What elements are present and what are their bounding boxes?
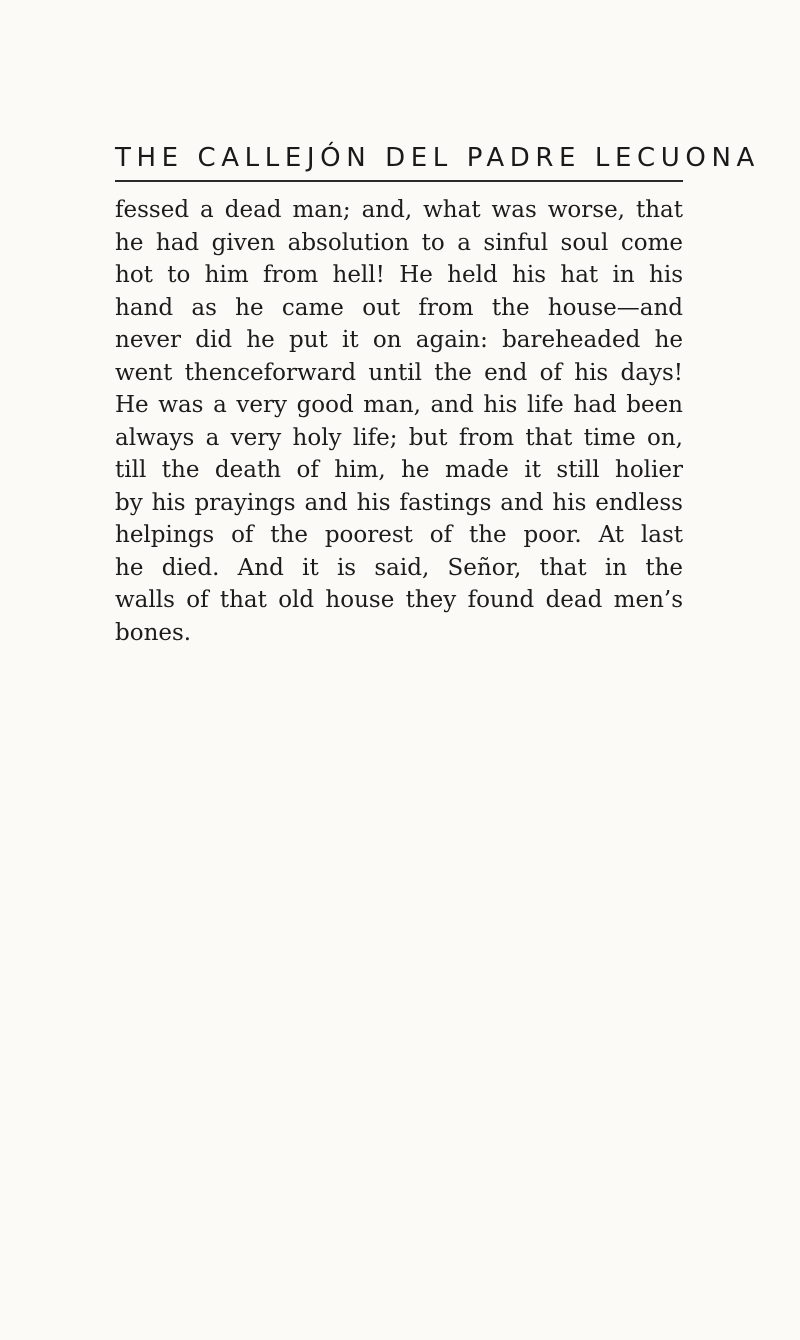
text-line: fessed a dead man; and, what was worse, that — [115, 197, 683, 223]
text-line: He was a very good man, and his life had been — [115, 392, 683, 418]
text-line: till the death of him, he made it still holier — [115, 457, 683, 483]
text-line: went thenceforward until the end of his days! — [115, 359, 683, 386]
body-text — [115, 194, 683, 649]
text-line: never did he put it on again: bareheaded he — [115, 327, 683, 353]
text-line: helpings of the poorest of the poor. At last — [115, 522, 683, 548]
text-line: bones. — [115, 619, 192, 646]
text-line: hand as he came out from the house—and — [115, 294, 683, 321]
header-rule — [115, 180, 683, 182]
running-head: THE CALLEJÓN DEL PADRE LECUONA — [115, 143, 760, 173]
text-line: he had given absolution to a sinful soul come — [115, 229, 683, 256]
text-line: he died. And it is said, Señor, that in the — [115, 554, 683, 581]
page-content — [115, 140, 760, 649]
text-line: hot to him from hell! He held his hat in his — [115, 262, 683, 288]
text-line: walls of that old house they found dead men’s — [115, 587, 683, 613]
text-line: by his prayings and his fastings and his endless — [115, 489, 683, 516]
text-line: always a very holy life; but from that time on, — [115, 424, 683, 451]
